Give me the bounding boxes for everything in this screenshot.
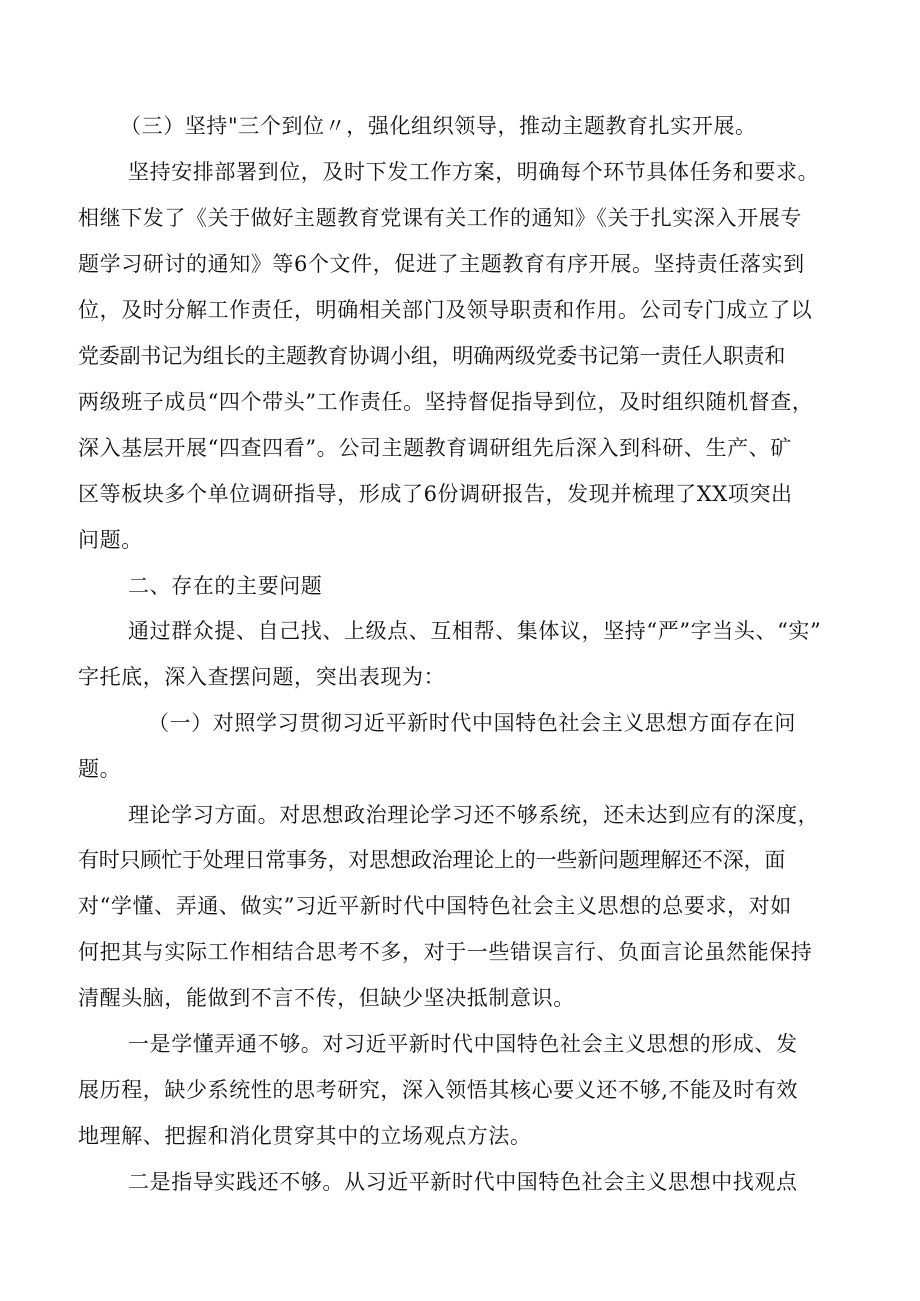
- paragraph-line: 党委副书记为组长的主题教育协调小组，明确两级党委书记第一责任人职责和: [78, 344, 786, 368]
- paragraph-line: 地理解、把握和消化贯穿其中的立场观点方法。: [78, 1124, 532, 1148]
- subsection-heading-one: （一）对照学习贯彻习近平新时代中国特色社会主义思想方面存在问: [148, 711, 796, 735]
- paragraph-line: 字托底，深入查摆问题，突出表现为：: [78, 665, 446, 689]
- paragraph-line: 问题。: [78, 528, 143, 552]
- paragraph-line: 二是指导实践还不够。从习近平新时代中国特色社会主义思想中找观点: [128, 1170, 798, 1194]
- paragraph-line: 坚持安排部署到位，及时下发工作方案，明确每个环节具体任务和要求。: [128, 160, 820, 184]
- paragraph-line: 一是学懂弄通不够。对习近平新时代中国特色社会主义思想的形成、发: [128, 1032, 798, 1056]
- paragraph-line: 相继下发了《关于做好主题教育党课有关工作的通知》《关于扎实深入开展专: [78, 206, 802, 230]
- paragraph-line: 理论学习方面。对思想政治理论学习还不够系统，还未达到应有的深度，: [128, 803, 820, 827]
- paragraph-line: 何把其与实际工作相结合思考不多，对于一些错误言行、负面言论虽然能保持: [78, 940, 813, 964]
- paragraph-line: 位，及时分解工作责任，明确相关部门及领导职责和作用。公司专门成立了以: [78, 298, 813, 322]
- paragraph-line: 有时只顾忙于处理日常事务，对思想政治理论上的一些新问题理解还不深，面: [78, 848, 786, 872]
- paragraph-line: 深入基层开展“四查四看”。公司主题教育调研组先后深入到科研、生产、矿: [78, 436, 792, 460]
- paragraph-line: 题学习研讨的通知》等6个文件，促进了主题教育有序开展。坚持责任落实到: [78, 252, 805, 276]
- paragraph-line: 通过群众提、自己找、上级点、互相帮、集体议，坚持“严”字当头、“实”: [128, 619, 822, 643]
- subsection-heading-one-continued: 题。: [78, 757, 122, 781]
- paragraph-line: 区等板块多个单位调研指导，形成了6份调研报告，发现并梳理了XX项突出: [78, 482, 793, 506]
- paragraph-line: 对“学懂、弄通、做实”习近平新时代中国特色社会主义思想的总要求，对如: [78, 894, 792, 918]
- paragraph-line: 展历程，缺少系统性的思考研究，深入领悟其核心要义还不够,不能及时有效: [78, 1078, 799, 1102]
- paragraph-line: 两级班子成员“四个带头”工作责任。坚持督促指导到位，及时组织随机督查，: [78, 390, 814, 414]
- section-heading-two: 二、存在的主要问题: [128, 574, 323, 598]
- section-heading-three: （三）坚持"三个到位〃，强化组织领导，推动主题教育扎实开展。: [120, 114, 757, 138]
- paragraph-line: 清醒头脑，能做到不言不传，但缺少坚决抵制意识。: [78, 986, 575, 1010]
